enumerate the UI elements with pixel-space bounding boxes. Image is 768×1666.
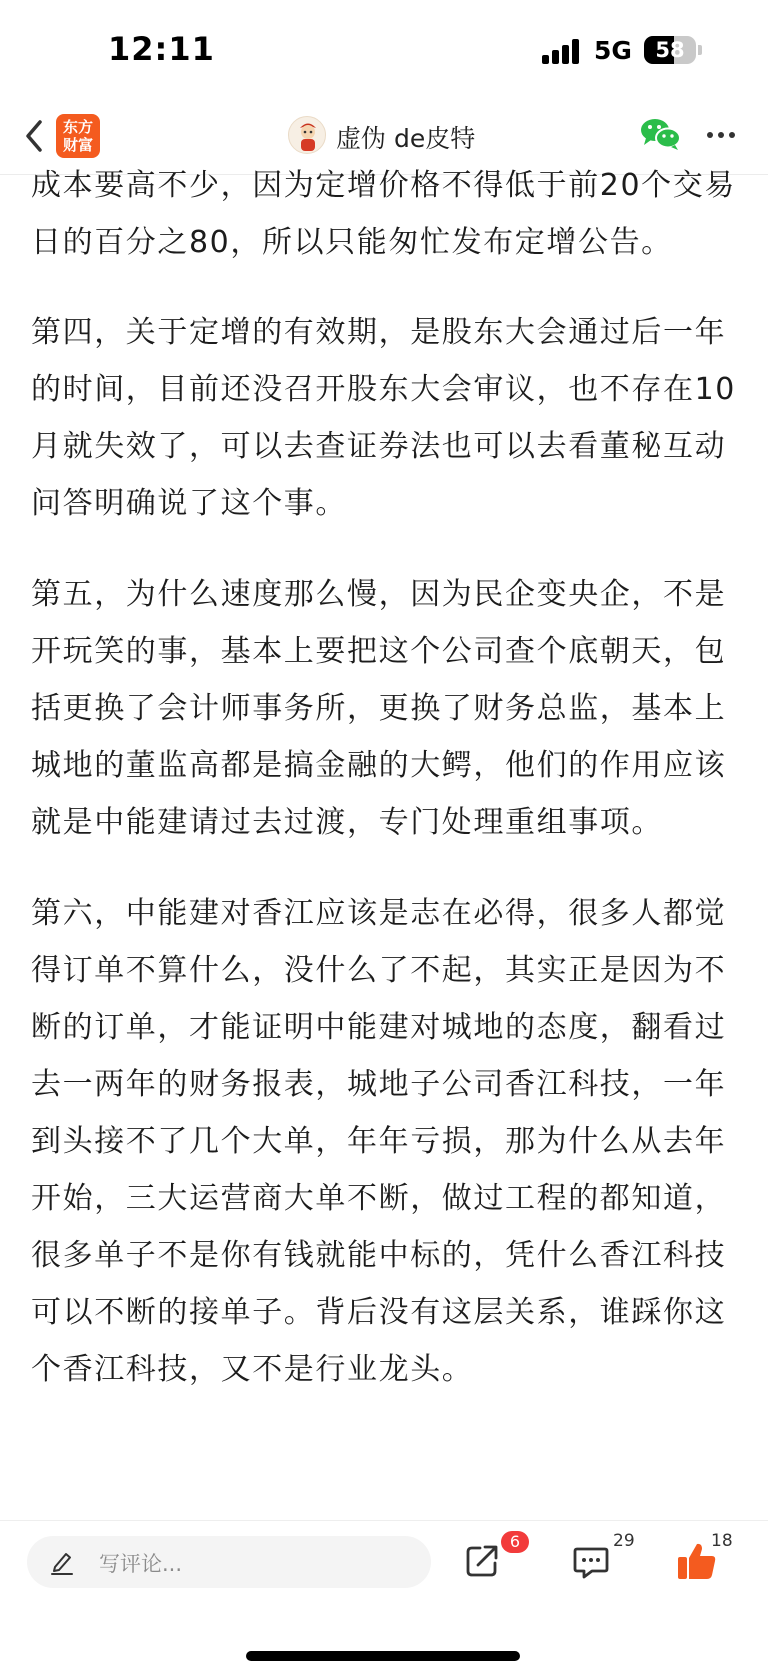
author-name[interactable]: 虚伪 de皮特 [336, 124, 476, 153]
article-body [31, 157, 741, 1512]
bottom-action-bar [0, 1520, 768, 1666]
like-count: 18 [711, 1531, 733, 1551]
logo-line2: 财富 [62, 136, 93, 154]
signal-icon [542, 38, 584, 64]
article-paragraph: 第五，为什么速度那么慢，因为民企变央企，不是开玩笑的事，基本上要把这个公司查个底朝天，包括更换了会计师事务所，更换了财务总监，基本上城地的董监高都是搞金融的大鳄，他们的作用应该就是中能建请过去过渡，专门处理重组事项。 [31, 577, 727, 840]
comment-count: 29 [613, 1531, 635, 1551]
battery-level: 58 [655, 38, 685, 62]
share-icon[interactable] [464, 1543, 500, 1579]
network-type: 5G [594, 36, 632, 65]
article-paragraph: 第六，中能建对香江应该是志在必得，很多人都觉得订单不算什么，没什么了不起，其实正是因为不断的订单，才能证明中能建对城地的态度，翻看过去一两年的财务报表，城地子公司香江科技，一年到头接不了几个大单，年年亏损，那为什么从去年开始，三大运营商大单不断，做过工程的都知道，很多单子不是你有钱就能中标的，凭什么香江科技可以不断的接单子。背后没有这层关系，谁踩你这个香江科技，又不是行业龙头。 [31, 896, 727, 1387]
battery-icon [644, 36, 696, 64]
back-icon[interactable] [20, 116, 50, 156]
app-logo[interactable] [56, 114, 100, 158]
battery-tip [698, 45, 702, 55]
pen-icon [49, 1548, 75, 1576]
logo-line1: 东方 [62, 118, 93, 136]
share-badge: 6 [501, 1531, 529, 1553]
article-paragraph: 成本要高不少，因为定增价格不得低于前20个交易日的百分之80，所以只能匆忙发布定增公告。 [31, 168, 736, 260]
comment-placeholder: 写评论... [99, 1552, 183, 1576]
status-bar [0, 0, 768, 100]
author-avatar[interactable] [288, 116, 326, 154]
comment-icon[interactable] [572, 1543, 610, 1581]
wechat-icon[interactable] [640, 116, 682, 152]
comment-input[interactable] [27, 1536, 431, 1588]
article-paragraph: 第四，关于定增的有效期，是股东大会通过后一年的时间，目前还没召开股东大会审议，也不存在10月就失效了，可以去查证券法也可以去看董秘互动问答明确说了这个事。 [31, 315, 736, 521]
status-time: 12:11 [108, 30, 215, 68]
more-icon[interactable] [706, 120, 736, 150]
home-indicator [246, 1651, 520, 1661]
